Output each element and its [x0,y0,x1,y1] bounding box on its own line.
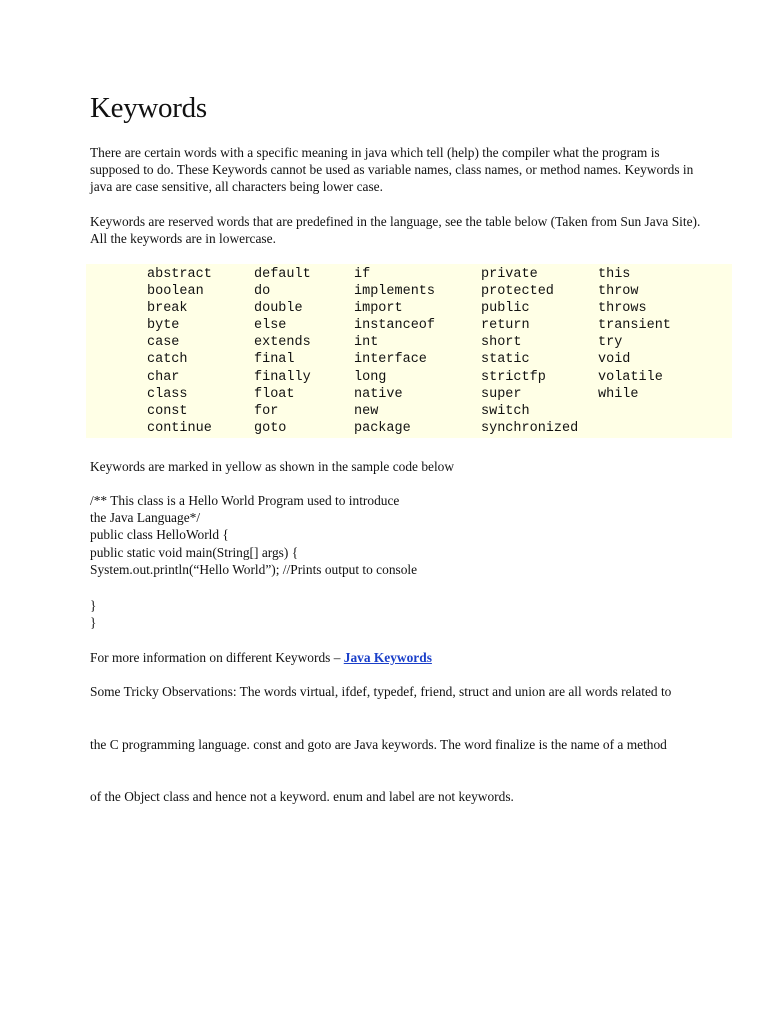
intro-paragraph: There are certain words with a specific meaning in java which tell (help) the compiler what the program is supposed to do. These Keywords cannot be used as variable names, class names, or method names. Keywords in java are case sensitive, all characters being lower case. [90,145,694,195]
keyword-cell: finally [254,369,311,385]
sample-code-intro: Keywords are marked in yellow as shown in the sample code below [90,459,455,474]
keywords-row [147,420,688,437]
keyword-cell: this [598,267,631,282]
keyword-cell: void [598,352,631,368]
keyword-cell [598,403,688,420]
code-line: System.out.println(“Hello World”); //Prints output to console [90,561,418,577]
keyword-cell: case [147,335,180,351]
keywords-row [147,283,688,300]
code-line: the Java Language*/ [90,510,201,526]
keyword-cell: short [481,335,522,351]
keyword-cell: new [354,403,379,419]
keyword-cell: for [254,403,279,419]
tricky-observations-1: Some Tricky Observations: The words virtual, ifdef, typedef, friend, struct and union are all words related to [90,684,672,699]
tricky-observations-3: of the Object class and hence not a keyword. enum and label are not keywords. [90,789,514,804]
keyword-cell: while [598,386,639,402]
keyword-cell: package [354,420,411,436]
keyword-cell: double [254,301,303,317]
keyword-cell: char [147,369,180,385]
reserved-words-paragraph: Keywords are reserved words that are predefined in the language, see the table below (Taken from Sun Java Site). All the keywords are in lowercase. [90,214,701,247]
closing-brace: } [90,615,97,631]
keyword-cell: transient [598,318,671,334]
keyword-cell: interface [354,352,427,368]
keyword-cell: final [254,352,295,368]
keywords-table [147,266,688,437]
more-info-paragraph [90,649,710,666]
keyword-cell: native [354,386,403,402]
keyword-cell: if [354,267,371,282]
keyword-cell: abstract [147,267,212,282]
keyword-cell: volatile [598,369,663,385]
keyword-cell: const [147,403,188,419]
keyword-cell: int [354,335,379,351]
keyword-cell: protected [481,284,554,300]
keyword-cell: super [481,386,522,402]
keyword-cell: static [481,352,530,368]
keywords-row [147,403,688,420]
keyword-cell: import [354,301,403,317]
java-keywords-link[interactable]: Java Keywords [343,650,432,665]
keyword-cell: switch [481,403,530,419]
keyword-cell: else [254,318,287,334]
keyword-cell: private [481,267,538,282]
keyword-cell: byte [147,318,180,334]
keyword-cell: default [254,267,311,282]
keyword-cell: break [147,301,188,317]
closing-brace: } [90,598,97,613]
keyword-cell: throws [598,301,647,317]
keyword-cell: extends [254,335,311,351]
keywords-row [147,351,688,368]
keywords-row [147,334,688,351]
keyword-cell: boolean [147,284,204,300]
keyword-cell: float [254,386,295,402]
keywords-row [147,300,688,317]
keyword-cell: catch [147,352,188,368]
keyword-cell [598,420,688,437]
keyword-cell: do [254,284,271,300]
code-line: public static void main(String[] args) { [90,544,299,560]
keyword-cell: continue [147,420,212,436]
keyword-cell: class [147,386,188,402]
keyword-cell: long [354,369,387,385]
keyword-cell: public [481,301,530,317]
keyword-cell: goto [254,420,287,436]
code-line: public class HelloWorld { [90,527,229,543]
keywords-row [147,369,688,386]
more-info-text: For more information on different Keywords – [90,650,344,665]
keywords-row [147,317,688,334]
keywords-row [147,266,688,283]
sample-code-block [90,492,417,578]
keyword-cell: implements [354,284,436,300]
keyword-cell: strictfp [481,369,546,385]
code-closing-braces [90,597,96,631]
keyword-cell: return [481,318,530,334]
keyword-cell: try [598,335,623,351]
tricky-observations-2: the C programming language. const and goto are Java keywords. The word finalize is the name of a method [90,737,667,752]
keyword-cell: instanceof [354,318,436,334]
keyword-cell: throw [598,284,639,300]
code-line: /** This class is a Hello World Program used to introduce [90,493,400,508]
keywords-row [147,386,688,403]
keyword-cell: synchronized [481,420,579,436]
page-title: Keywords [90,92,207,124]
